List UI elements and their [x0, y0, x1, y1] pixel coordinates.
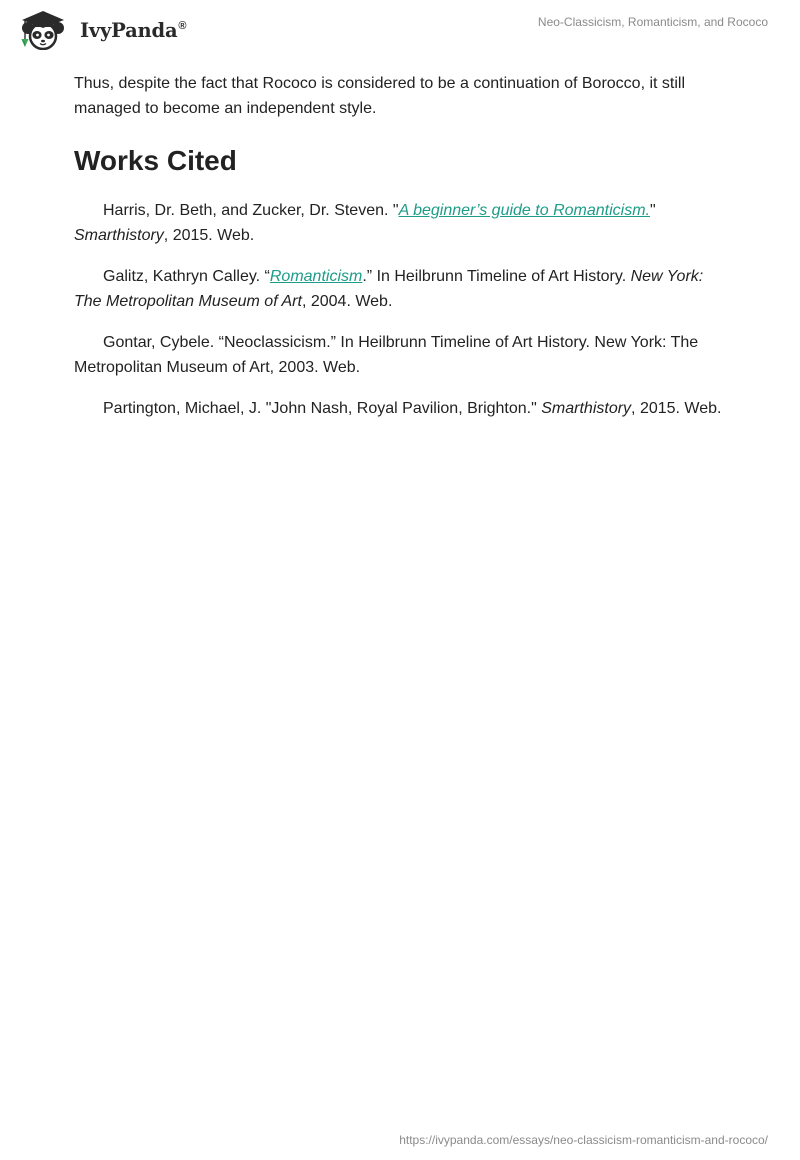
citation-source: Smarthistory	[541, 400, 632, 417]
citation-text: Partington, Michael, J. "John Nash, Royal Pavilion, Brighton."	[103, 400, 542, 417]
citation-source: New York: The Metropolitan Museum of Art	[74, 268, 704, 310]
citation-item: Gontar, Cybele. “Neoclassicism.” In Heilbrunn Timeline of Art History. New York: The Metropolitan Museum of Art, 2003. Web.	[74, 334, 699, 376]
document-content	[74, 71, 734, 437]
footer-url[interactable]: https://ivypanda.com/essays/neo-classicism-romanticism-and-rococo/	[399, 1133, 768, 1147]
citation-text: , 2015. Web.	[631, 400, 722, 417]
citation-item	[74, 396, 734, 421]
citation-text: , 2015. Web.	[163, 227, 255, 244]
citation-text: , 2004. Web.	[301, 293, 393, 310]
logo-wordmark	[80, 19, 186, 42]
citation-source: Smarthistory	[74, 227, 164, 244]
logo-text: IvyPanda	[80, 18, 178, 42]
citation-link[interactable]: A beginner’s guide to Romanticism.	[398, 202, 650, 219]
running-header-title: Neo-Classicism, Romanticism, and Rococo	[537, 15, 768, 29]
citation-text: "	[649, 202, 656, 219]
works-cited-heading: Works Cited	[74, 145, 237, 176]
site-logo[interactable]	[14, 8, 186, 50]
intro-paragraph: Thus, despite the fact that Rococo is considered to be a continuation of Borocco, it still managed to become an independent style.	[74, 75, 686, 117]
citation-link[interactable]: Romanticism	[269, 268, 363, 285]
registered-mark: ®	[178, 20, 187, 32]
panda-graduate-icon	[14, 8, 76, 50]
citation-text: Harris, Dr. Beth, and Zucker, Dr. Steven. "	[103, 202, 399, 219]
citation-text: Galitz, Kathryn Calley. “	[103, 268, 270, 285]
citation-item	[74, 264, 734, 314]
citation-item	[74, 198, 734, 248]
citation-text: .” In Heilbrunn Timeline of Art History.	[362, 268, 631, 285]
